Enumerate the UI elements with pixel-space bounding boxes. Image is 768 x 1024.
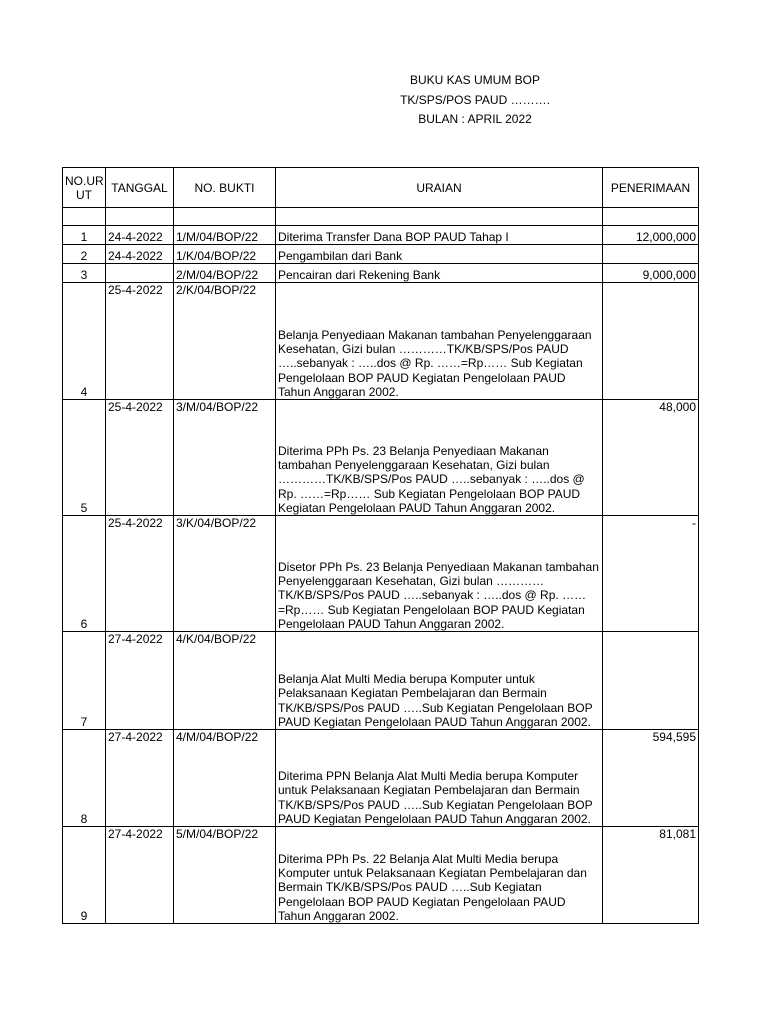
row-proof-number: 2/M/04/BOP/22 — [174, 264, 276, 283]
row-number: 7 — [63, 632, 106, 730]
table-row — [63, 264, 699, 283]
row-receipt: 12,000,000 — [603, 226, 699, 245]
row-number: 5 — [63, 400, 106, 516]
row-receipt: 594,595 — [603, 730, 699, 827]
table-row — [63, 632, 699, 730]
document-period: BULAN : APRIL 2022 — [418, 112, 532, 126]
row-proof-number: 4/K/04/BOP/22 — [174, 632, 276, 730]
row-date — [106, 264, 174, 283]
row-proof-number: 1/K/04/BOP/22 — [174, 245, 276, 264]
spacer-row — [63, 208, 699, 226]
document-subtitle: TK/SPS/POS PAUD ………. — [400, 92, 550, 107]
row-date: 27-4-2022 — [106, 632, 174, 730]
table-row — [63, 400, 699, 516]
row-proof-number: 3/M/04/BOP/22 — [174, 400, 276, 516]
row-date: 25-4-2022 — [106, 516, 174, 632]
row-description: Belanja Penyediaan Makanan tambahan Penyelenggaraan Kesehatan, Gizi bulan …………TK/KB/SPS/Pos PAUD …..sebanyak : …..dos @ Rp. ……=Rp…… Sub Kegiatan Pengelolaan BOP PAUD Kegiatan Pengelolaan PAUD Tahun Anggaran 2002. — [276, 283, 603, 400]
row-proof-number: 5/M/04/BOP/22 — [174, 827, 276, 924]
row-number: 8 — [63, 730, 106, 827]
row-receipt: - — [603, 516, 699, 632]
table-row — [63, 827, 699, 924]
cash-ledger-table — [62, 167, 699, 924]
row-description: Diterima PPh Ps. 23 Belanja Penyediaan Makanan tambahan Penyelenggaraan Kesehatan, Gizi bulan …………TK/KB/SPS/Pos PAUD …..sebanyak : …..dos @ Rp. ……=Rp…… Sub Kegiatan Pengelolaan BOP PAUD Kegiatan Pengelolaan PAUD Tahun Anggaran 2002. — [276, 400, 603, 516]
row-number: 2 — [63, 245, 106, 264]
row-proof-number: 4/M/04/BOP/22 — [174, 730, 276, 827]
row-description: Diterima PPN Belanja Alat Multi Media berupa Komputer untuk Pelaksanaan Kegiatan Pembelajaran dan Bermain TK/KB/SPS/Pos PAUD …..Sub Kegiatan Pengelolaan BOP PAUD Kegiatan Pengelolaan PAUD Tahun Anggaran 2002. — [276, 730, 603, 827]
column-header-no-bukti: NO. BUKTI — [174, 168, 276, 208]
row-proof-number: 3/K/04/BOP/22 — [174, 516, 276, 632]
row-number: 6 — [63, 516, 106, 632]
table-row — [63, 245, 699, 264]
row-date: 27-4-2022 — [106, 827, 174, 924]
row-description: Belanja Alat Multi Media berupa Komputer untuk Pelaksanaan Kegiatan Pembelajaran dan Bermain TK/KB/SPS/Pos PAUD …..Sub Kegiatan Pengelolaan BOP PAUD Kegiatan Pengelolaan PAUD Tahun Anggaran 2002. — [276, 632, 603, 730]
row-number: 4 — [63, 283, 106, 400]
column-header-uraian: URAIAN — [276, 168, 603, 208]
row-receipt — [603, 283, 699, 400]
row-receipt: 48,000 — [603, 400, 699, 516]
row-description: Pencairan dari Rekening Bank — [276, 264, 603, 283]
row-proof-number: 2/K/04/BOP/22 — [174, 283, 276, 400]
row-receipt — [603, 245, 699, 264]
table-header-row — [63, 168, 699, 208]
table-row — [63, 730, 699, 827]
row-description: Pengambilan dari Bank — [276, 245, 603, 264]
document-heading — [375, 71, 575, 130]
row-date: 25-4-2022 — [106, 283, 174, 400]
document-title: BUKU KAS UMUM BOP — [409, 73, 541, 87]
row-number: 1 — [63, 226, 106, 245]
row-number: 3 — [63, 264, 106, 283]
table-row — [63, 283, 699, 400]
row-description: Disetor PPh Ps. 23 Belanja Penyediaan Makanan tambahan Penyelenggaraan Kesehatan, Gizi bulan …………TK/KB/SPS/Pos PAUD …..sebanyak : …..dos @ Rp. ……=Rp…… Sub Kegiatan Pengelolaan BOP PAUD Kegiatan Pengelolaan PAUD Tahun Anggaran 2002. — [276, 516, 603, 632]
row-number: 9 — [63, 827, 106, 924]
row-receipt — [603, 632, 699, 730]
row-description: Diterima PPh Ps. 22 Belanja Alat Multi Media berupa Komputer untuk Pelaksanaan Kegiatan Pembelajaran dan Bermain TK/KB/SPS/Pos PAUD …..Sub Kegiatan Pengelolaan BOP PAUD Kegiatan Pengelolaan PAUD Tahun Anggaran 2002. — [276, 827, 603, 924]
table-row — [63, 226, 699, 245]
row-description: Diterima Transfer Dana BOP PAUD Tahap I — [276, 226, 603, 245]
column-header-tanggal: TANGGAL — [106, 168, 174, 208]
row-date: 24-4-2022 — [106, 245, 174, 264]
row-receipt: 81,081 — [603, 827, 699, 924]
table-row — [63, 516, 699, 632]
row-date: 25-4-2022 — [106, 400, 174, 516]
row-receipt: 9,000,000 — [603, 264, 699, 283]
row-proof-number: 1/M/04/BOP/22 — [174, 226, 276, 245]
column-header-no: NO.UR UT — [63, 168, 106, 208]
row-date: 27-4-2022 — [106, 730, 174, 827]
column-header-penerimaan: PENERIMAAN — [603, 168, 699, 208]
row-date: 24-4-2022 — [106, 226, 174, 245]
